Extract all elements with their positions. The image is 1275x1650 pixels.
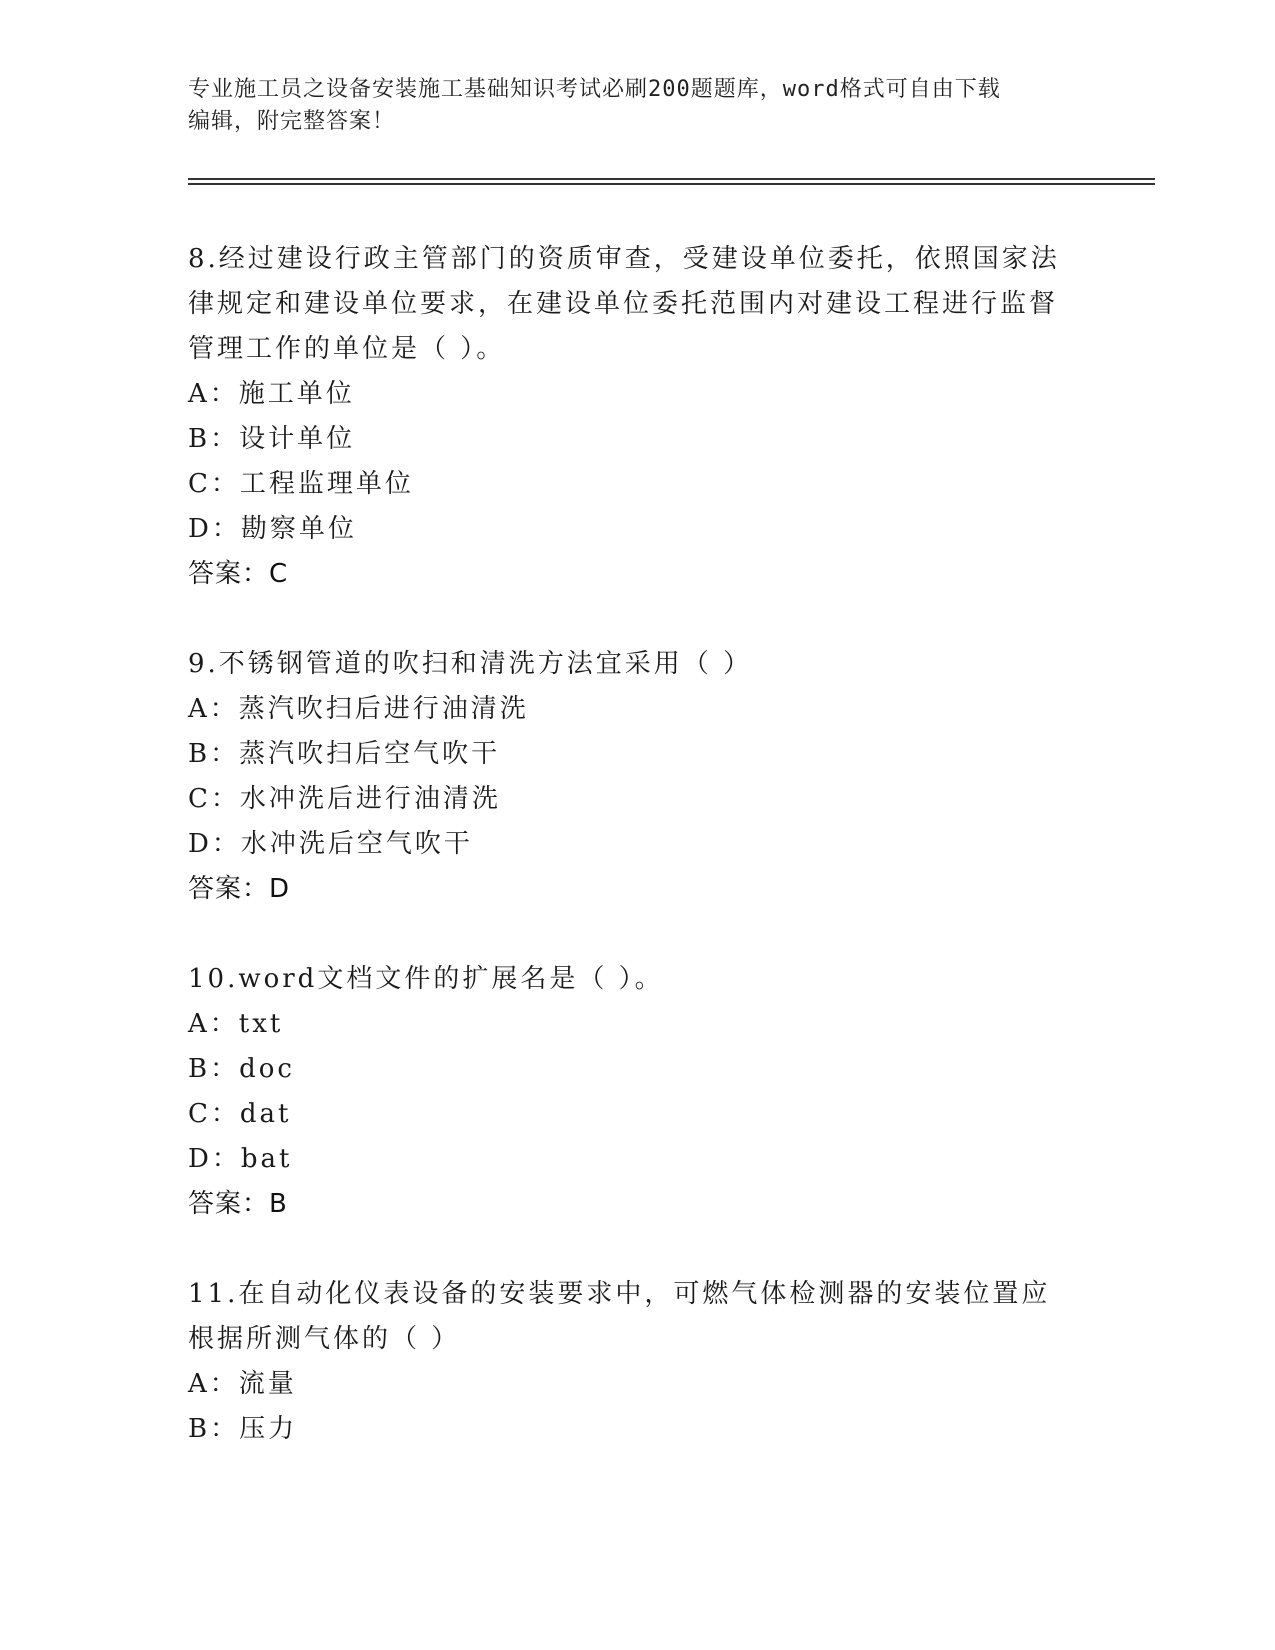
question-stem: 10.word文档文件的扩展名是（ ）。 xyxy=(188,964,664,994)
option-letter: A： xyxy=(188,379,239,409)
answer-line: 答案：B xyxy=(188,1189,288,1219)
option-letter: A： xyxy=(188,1009,239,1039)
option-c xyxy=(188,777,1078,822)
option-letter: C： xyxy=(188,784,240,814)
option-letter: B： xyxy=(188,1414,240,1444)
option-d xyxy=(188,822,1078,867)
option-text: 勘察单位 xyxy=(240,514,357,544)
option-letter: C： xyxy=(188,1099,240,1129)
question-stem: 11.在自动化仪表设备的安装要求中，可燃气体检测器的安装位置应根据所测气体的（ ） xyxy=(188,1279,1051,1354)
header-divider-top xyxy=(188,178,1155,180)
option-letter: A： xyxy=(188,1369,239,1399)
option-text: bat xyxy=(240,1144,293,1174)
option-letter: D： xyxy=(188,829,241,859)
option-text: 水冲洗后进行油清洗 xyxy=(239,784,501,814)
option-letter: C： xyxy=(188,469,240,499)
question-stem: 9.不锈钢管道的吹扫和清洗方法宜采用（ ） xyxy=(188,649,753,679)
option-text: dat xyxy=(239,1099,292,1129)
option-text: 施工单位 xyxy=(238,379,355,409)
option-a xyxy=(188,372,1078,417)
document-header xyxy=(188,74,1068,138)
option-b xyxy=(188,417,1078,462)
question-stem: 8.经过建设行政主管部门的资质审查，受建设单位委托，依照国家法律规定和建设单位要求，在建设单位委托范围内对建设工程进行监督管理工作的单位是（ ）。 xyxy=(188,244,1060,364)
question-10 xyxy=(188,957,1078,1227)
option-d xyxy=(188,507,1078,552)
option-a xyxy=(188,687,1078,732)
option-text: 压力 xyxy=(239,1414,298,1444)
option-b xyxy=(188,1047,1078,1092)
option-letter: D： xyxy=(188,1144,241,1174)
header-line-2: 编辑，附完整答案！ xyxy=(188,109,396,134)
option-a xyxy=(188,1362,1078,1407)
option-text: 蒸汽吹扫后空气吹干 xyxy=(239,739,501,769)
option-text: 流量 xyxy=(238,1369,297,1399)
answer-line: 答案：D xyxy=(188,874,291,904)
option-text: 水冲洗后空气吹干 xyxy=(240,829,473,859)
header-divider-bottom xyxy=(188,183,1155,185)
option-letter: D： xyxy=(188,514,241,544)
header-line-1: 专业施工员之设备安装施工基础知识考试必刷200题题库，word格式可自由下载 xyxy=(188,77,1001,102)
question-8 xyxy=(188,237,1078,597)
option-letter: B： xyxy=(188,739,240,769)
option-letter: B： xyxy=(188,424,240,454)
option-c xyxy=(188,1092,1078,1137)
option-text: doc xyxy=(239,1054,295,1084)
question-11 xyxy=(188,1272,1078,1452)
option-text: 工程监理单位 xyxy=(239,469,414,499)
option-text: 蒸汽吹扫后进行油清洗 xyxy=(238,694,529,724)
option-letter: A： xyxy=(188,694,239,724)
option-c xyxy=(188,462,1078,507)
question-list xyxy=(188,237,1078,1497)
option-a xyxy=(188,1002,1078,1047)
question-9 xyxy=(188,642,1078,912)
option-letter: B： xyxy=(188,1054,240,1084)
option-b xyxy=(188,1407,1078,1452)
option-b xyxy=(188,732,1078,777)
option-d xyxy=(188,1137,1078,1182)
answer-line: 答案：C xyxy=(188,559,289,589)
option-text: 设计单位 xyxy=(239,424,356,454)
option-text: txt xyxy=(238,1009,284,1039)
